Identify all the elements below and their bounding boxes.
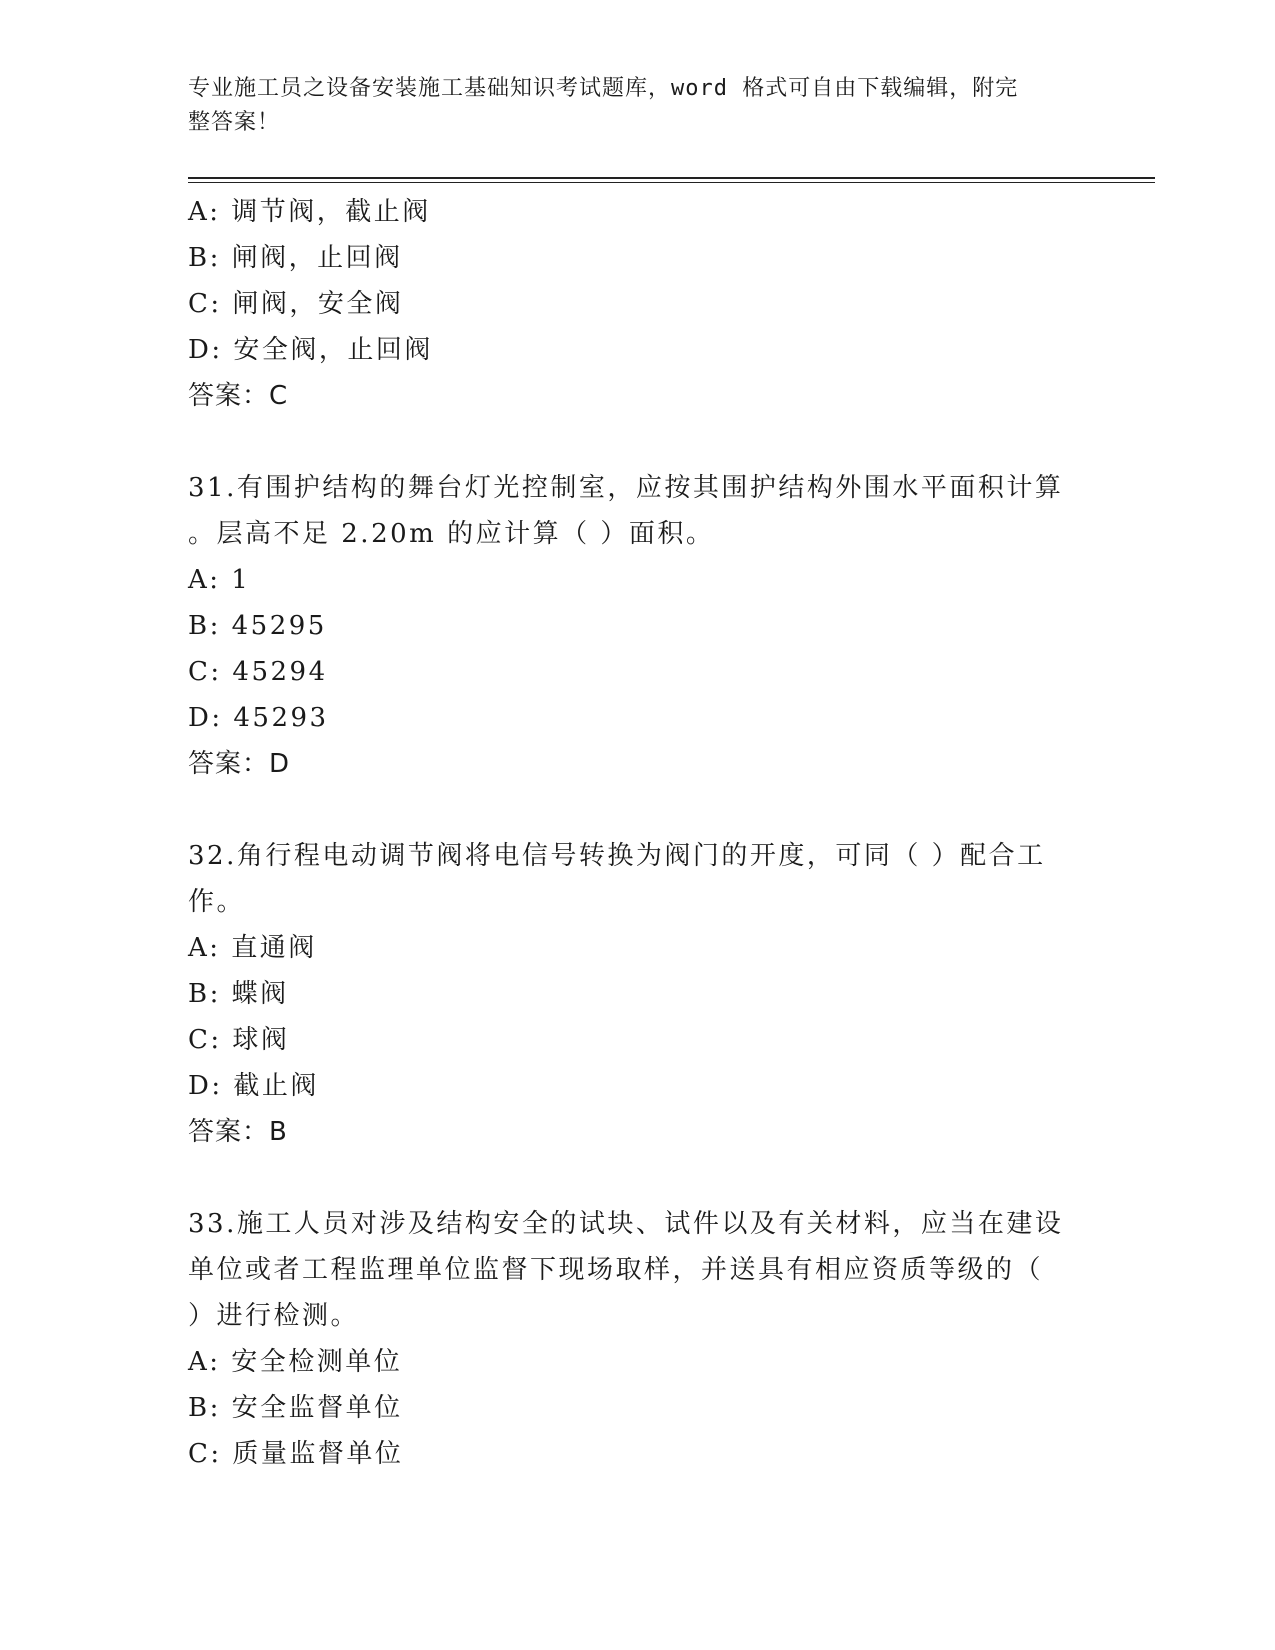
option-a: A: 安全检测单位 [188,1347,403,1377]
option-a: A: 直通阀 [188,933,317,963]
question-text-line-2: 作。 [188,887,246,917]
question-text-line-2: 。层高不足 2.20m 的应计算（ ）面积。 [188,519,715,549]
option-c: C: 球阀 [188,1025,290,1055]
spacer [188,787,1068,833]
question-33 [188,1201,1068,1477]
question-31 [188,465,1068,787]
answer: 答案：C [188,381,289,411]
option-c: C: 45294 [188,657,328,687]
option-c: C: 质量监督单位 [188,1439,404,1469]
answer: 答案：B [188,1117,288,1147]
question-list [188,189,1068,1477]
option-b: B: 安全监督单位 [188,1393,403,1423]
document-header [188,72,1068,140]
answer: 答案：D [188,749,291,779]
question-30 [188,189,1068,419]
option-c: C: 闸阀，安全阀 [188,289,404,319]
question-text-line-1: 32.角行程电动调节阀将电信号转换为阀门的开度，可同（ ）配合工 [188,841,1046,871]
header-divider-thick [188,177,1155,179]
header-divider-thin [188,182,1155,183]
question-text-line-1: 31.有围护结构的舞台灯光控制室，应按其围护结构外围水平面积计算 [188,473,1064,503]
question-text-line-2: 单位或者工程监理单位监督下现场取样，并送具有相应资质等级的（ [188,1255,1044,1285]
spacer [188,1155,1068,1201]
option-b: B: 闸阀，止回阀 [188,243,403,273]
option-b: B: 蝶阀 [188,979,289,1009]
header-line-1: 专业施工员之设备安装施工基础知识考试题库，word 格式可自由下载编辑，附完 [188,76,1019,101]
option-a: A: 1 [188,565,251,595]
option-b: B: 45295 [188,611,327,641]
spacer [188,419,1068,465]
option-d: D: 截止阀 [188,1071,319,1101]
option-d: D: 45293 [188,703,329,733]
question-text-line-1: 33.施工人员对涉及结构安全的试块、试件以及有关材料，应当在建设 [188,1209,1064,1239]
question-text-line-3: ）进行检测。 [188,1301,360,1331]
question-32 [188,833,1068,1155]
option-a: A: 调节阀，截止阀 [188,197,431,227]
header-line-2: 整答案！ [188,110,281,135]
option-d: D: 安全阀，止回阀 [188,335,433,365]
